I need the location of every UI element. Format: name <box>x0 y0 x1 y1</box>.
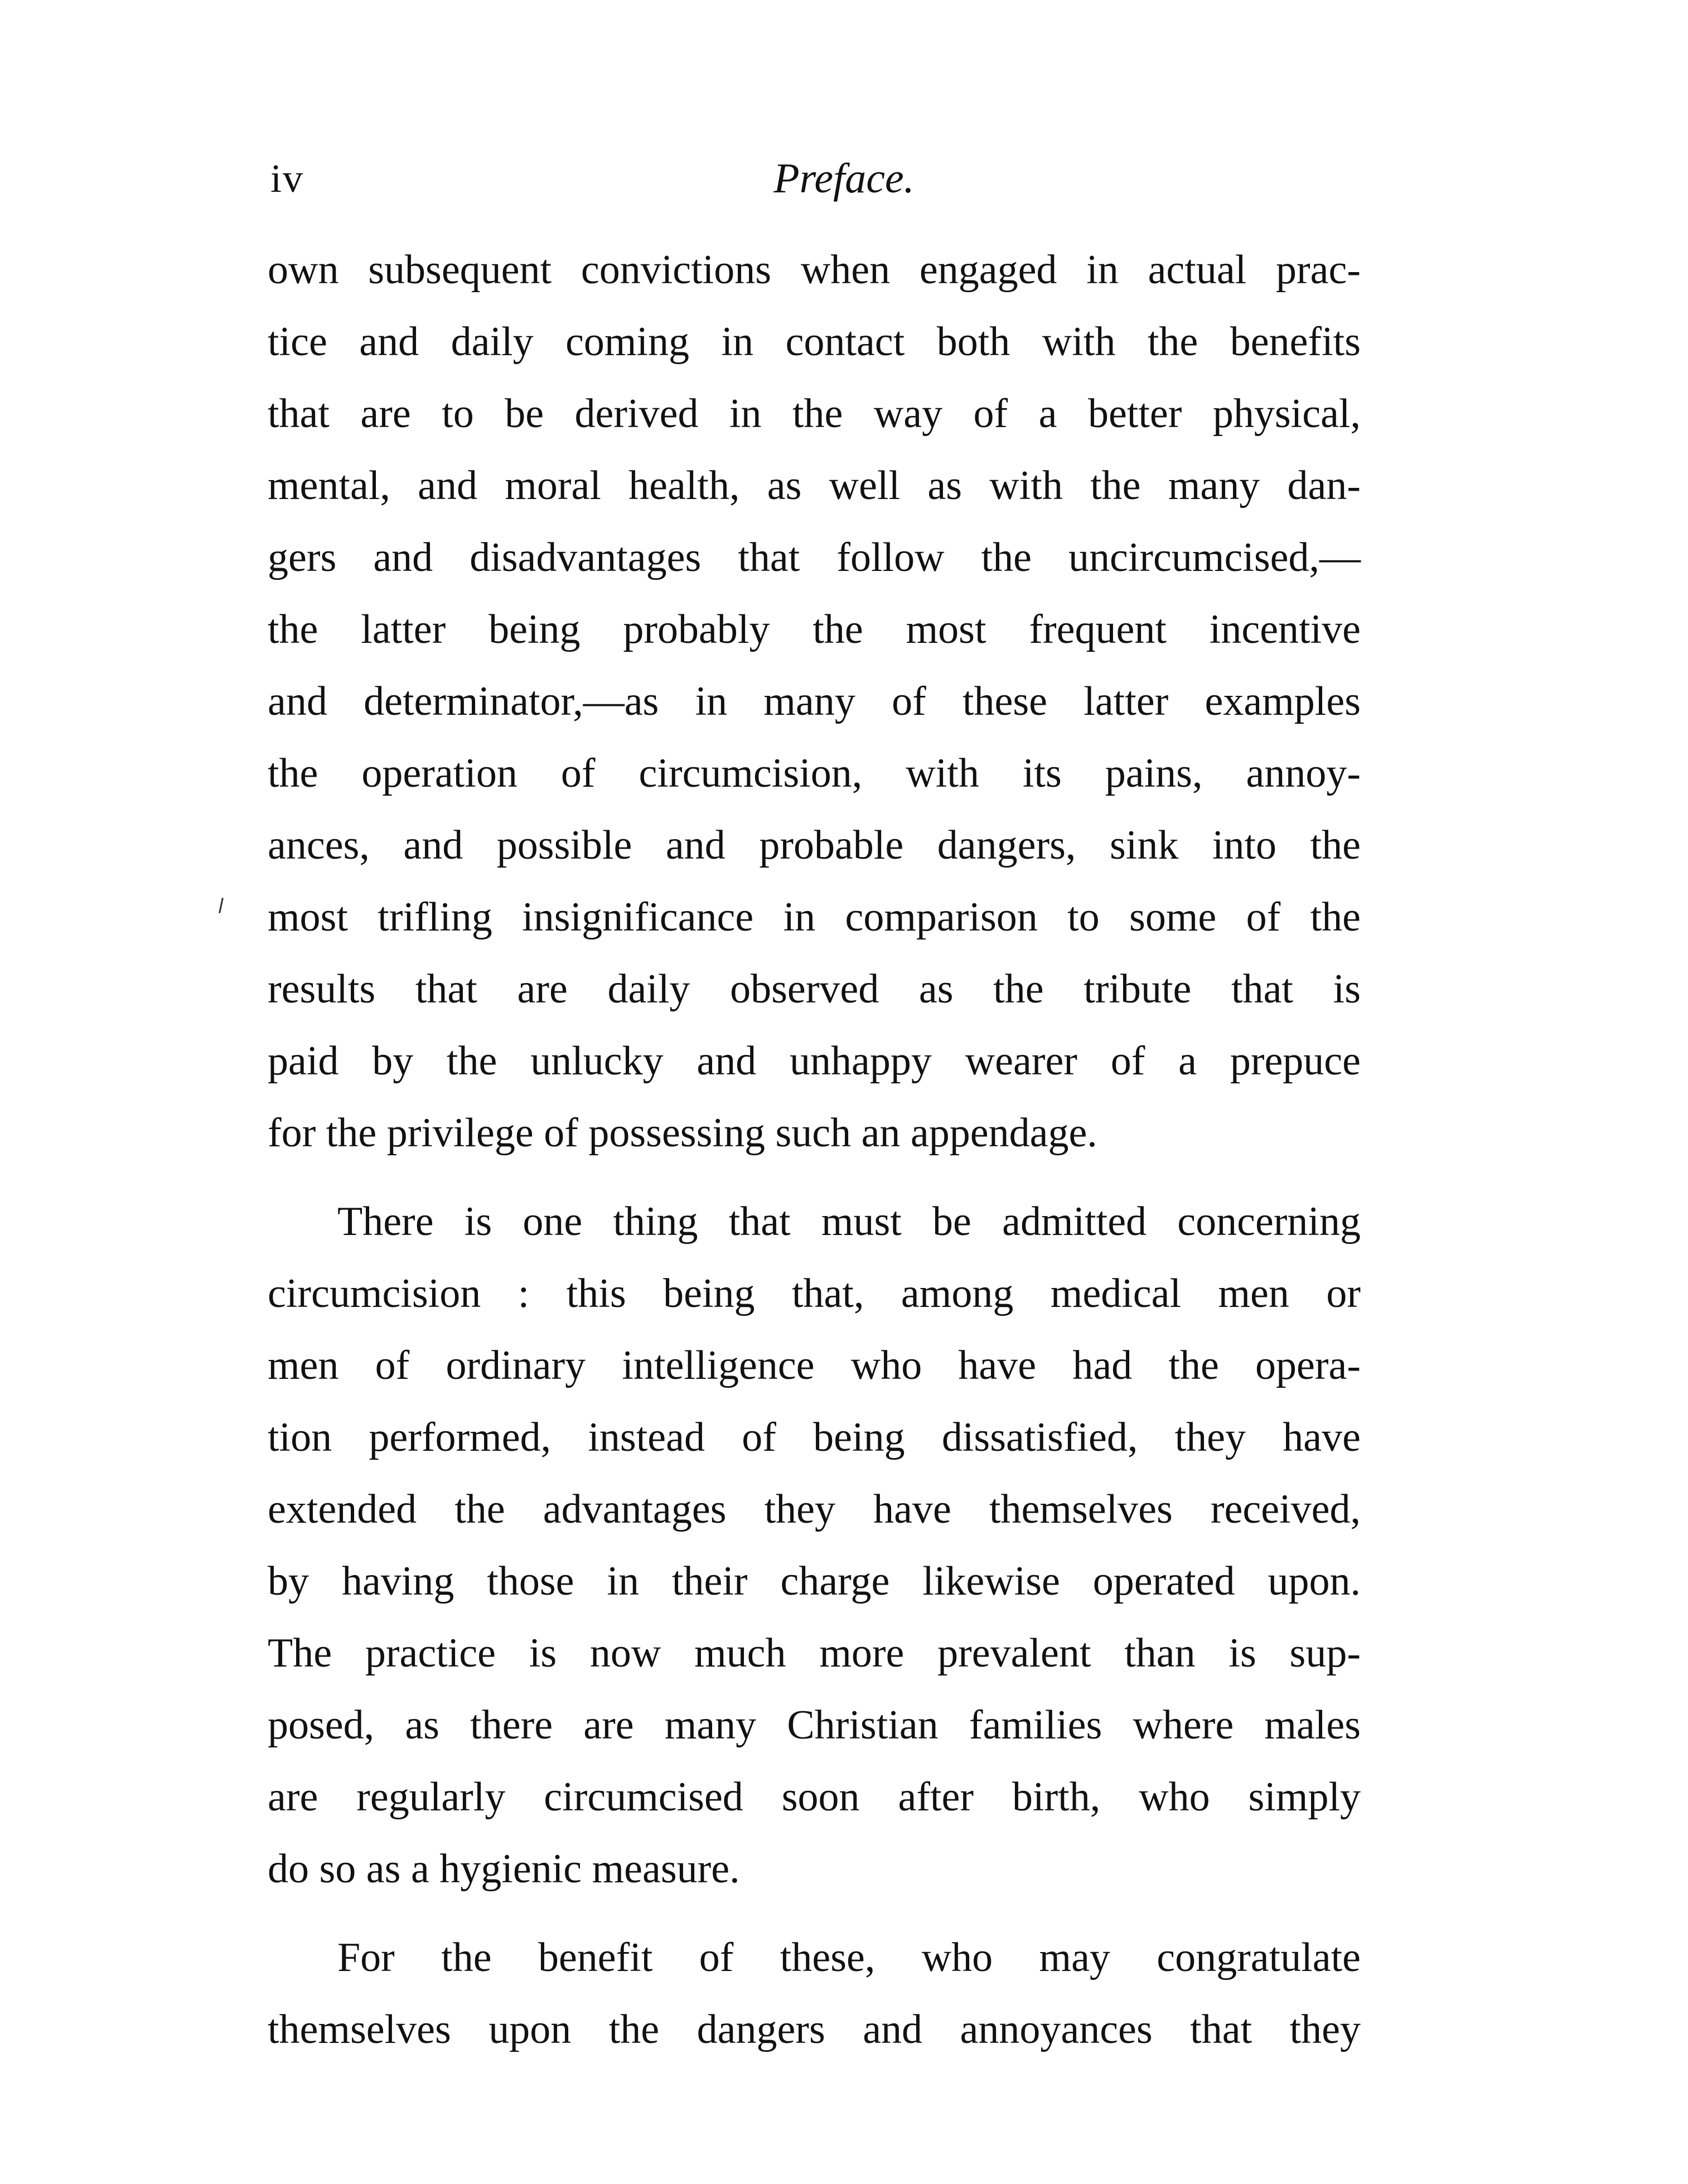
paragraph-2 <box>268 1186 1361 1905</box>
running-head-title: Preface. <box>773 155 915 202</box>
text-line: that are to be derived in the way of a better physical, <box>268 391 1361 437</box>
text-line: extended the advantages they have themselves received, <box>268 1486 1361 1532</box>
text-line: for the privilege of possessing such an appendage. <box>268 1110 1097 1156</box>
text-line: the operation of circumcision, with its pains, annoy- <box>268 750 1361 796</box>
body-text <box>268 234 1361 2066</box>
text-line: by having those in their charge likewise operated upon. <box>268 1558 1361 1604</box>
paragraph-gap <box>268 1169 1361 1186</box>
text-line: mental, and moral health, as well as with the many dan- <box>268 463 1361 509</box>
paragraph-gap <box>268 1905 1361 1922</box>
text-line: themselves upon the dangers and annoyances that they <box>268 2007 1361 2052</box>
page-number: iv <box>270 156 304 201</box>
text-line: gers and disadvantages that follow the uncircumcised,— <box>268 535 1361 580</box>
text-line: ances, and possible and probable dangers, sink into the <box>268 822 1361 868</box>
text-line: most trifling insignificance in comparison to some of the <box>268 894 1361 940</box>
text-line: men of ordinary intelligence who have had the opera- <box>268 1343 1361 1388</box>
paragraph-1 <box>268 234 1361 1169</box>
text-line: posed, as there are many Christian families where males <box>268 1702 1361 1748</box>
stray-ink-mark <box>219 898 224 913</box>
text-line: own subsequent convictions when engaged in actual prac- <box>268 247 1361 293</box>
text-line: do so as a hygienic measure. <box>268 1846 740 1892</box>
text-line: tice and daily coming in contact both with the benefits <box>268 319 1361 365</box>
text-line: There is one thing that must be admitted concerning <box>337 1199 1361 1244</box>
text-line: tion performed, instead of being dissatisfied, they have <box>268 1415 1361 1460</box>
text-line: For the benefit of these, who may congratulate <box>337 1935 1361 1980</box>
text-line: The practice is now much more prevalent than is sup- <box>268 1630 1361 1676</box>
text-line: are regularly circumcised soon after birth, who simply <box>268 1774 1361 1820</box>
text-line: paid by the unlucky and unhappy wearer of a prepuce <box>268 1038 1361 1084</box>
paragraph-3 <box>268 1922 1361 2066</box>
text-line: and determinator,—as in many of these latter examples <box>268 679 1361 724</box>
text-line: circumcision : this being that, among medical men or <box>268 1271 1361 1316</box>
text-line: the latter being probably the most frequent incentive <box>268 607 1361 652</box>
text-line: results that are daily observed as the tribute that is <box>268 966 1361 1012</box>
